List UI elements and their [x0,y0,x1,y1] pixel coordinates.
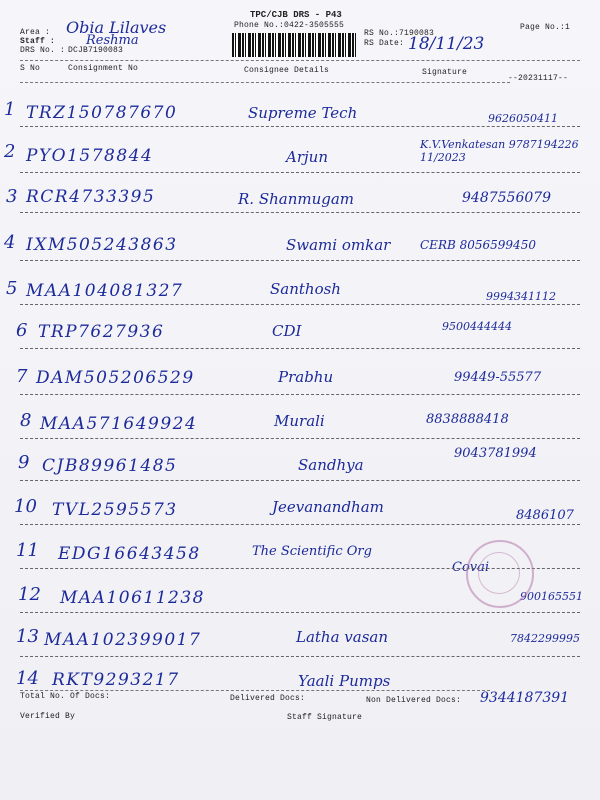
staff-handwritten: Reshma [86,33,139,48]
phone-number: Phone No.:0422-3505555 [234,21,345,30]
receiver-signature: 9487556079 [462,190,552,206]
receiver-signature: CERB 8056599450 [420,238,536,252]
company-stamp [466,540,534,608]
row-number: 12 [18,584,41,605]
consignment-number: MAA571649924 [40,414,198,434]
receiver-signature: 9043781994 [454,446,537,461]
row-divider [20,348,580,349]
receiver-signature: 900165551 [520,590,583,603]
row-number: 14 [16,668,39,689]
row-number: 3 [6,186,18,207]
consignment-number: DAM505206529 [36,368,195,388]
consignment-number: TVL2595573 [52,500,178,520]
col-consignment: Consignment No [68,64,139,73]
row-divider [20,212,580,213]
row-divider [20,172,580,173]
consignment-number: TRP7627936 [38,322,165,342]
consignee-name: Supreme Tech [248,104,358,122]
row-number: 7 [16,366,28,387]
staff-label: Staff : [20,37,56,46]
col-signature: Signature [422,68,468,77]
verified-by-label: Verified By [20,712,76,721]
staff-signature-label: Staff Signature [287,713,363,722]
delivered-docs-label: Delivered Docs: [230,694,306,703]
row-number: 9 [18,452,30,473]
receiver-signature: K.V.Venkatesan 9787194226 11/2023 [420,138,579,164]
consignee-name: Latha vasan [296,628,389,646]
consignee-name: R. Shanmugam [238,190,355,208]
drs-no-label: DRS No. : [20,46,66,55]
row-divider [20,612,580,613]
consignment-number: RCR4733395 [26,187,156,207]
consignment-number: MAA10611238 [60,588,205,608]
area-label: Area : [20,28,51,37]
row-number: 1 [4,99,16,120]
consignment-number: PYO1578844 [26,146,154,166]
consignee-name: Yaali Pumps [298,672,391,690]
receiver-signature: 9500444444 [442,320,512,333]
consignee-name: Prabhu [278,368,334,386]
receiver-signature: Covai [452,560,490,575]
consignee-name: Murali [274,412,325,430]
row-divider [20,438,580,439]
consignment-number: CJB89961485 [42,456,178,476]
consignment-number: MAA102399017 [44,630,202,650]
receiver-signature: 9626050411 [488,112,558,125]
receiver-signature: 8838888418 [426,412,509,427]
non-delivered-docs-label: Non Delivered Docs: [366,696,462,705]
receiver-signature: 7842299995 [510,632,580,645]
header-divider [20,60,580,61]
row-number: 4 [4,232,16,253]
drs-no-value: DCJB7190083 [68,46,124,55]
row-divider [20,304,580,305]
row-number: 5 [6,278,18,299]
receiver-signature: 9994341112 [486,290,556,303]
receiver-signature: 99449-55577 [454,370,542,385]
footer-divider [20,690,490,691]
consignee-name: Santhosh [270,280,341,298]
consignee-name: Arjun [286,148,328,166]
rs-date-handwritten: 18/11/23 [408,34,485,54]
total-docs-label: Total No. Of Docs: [20,692,111,701]
rs-date-label: RS Date: [364,39,405,48]
consignee-name: The Scientific Org [252,544,372,559]
consignee-name: Jeevanandham [272,498,384,516]
row-number: 13 [16,626,39,647]
consignment-number: TRZ150787670 [26,103,178,123]
consignee-name: Sandhya [298,456,364,474]
row-number: 2 [4,141,16,162]
consignee-name: CDI [272,322,302,340]
row-divider [20,394,580,395]
row-number: 10 [14,496,37,517]
date-code: --20231117-- [508,74,569,83]
col-sno: S No [20,64,41,73]
rs-no: RS No.:7190083 [364,29,435,38]
page-number: Page No.:1 [520,23,571,32]
row-divider [20,260,580,261]
consignment-number: IXM505243863 [26,235,178,255]
row-number: 8 [20,410,32,431]
barcode [232,33,356,57]
row-divider [20,656,580,657]
consignment-number: EDG16643458 [58,544,201,564]
consignment-number: RKT9293217 [52,670,180,690]
row-divider [20,524,580,525]
col-consignee: Consignee Details [244,66,330,75]
receiver-signature: 8486107 [516,508,574,523]
row-number: 6 [16,320,28,341]
consignee-name: Swami omkar [286,236,391,254]
receiver-signature: 9344187391 [480,690,570,706]
row-divider [20,480,580,481]
columns-divider [20,82,510,83]
area-handwritten: Obia Lilaves [66,18,167,37]
row-divider [20,126,580,127]
drs-title: TPC/CJB DRS - P43 [250,10,342,20]
row-number: 11 [16,540,39,561]
consignment-number: MAA104081327 [26,281,184,301]
